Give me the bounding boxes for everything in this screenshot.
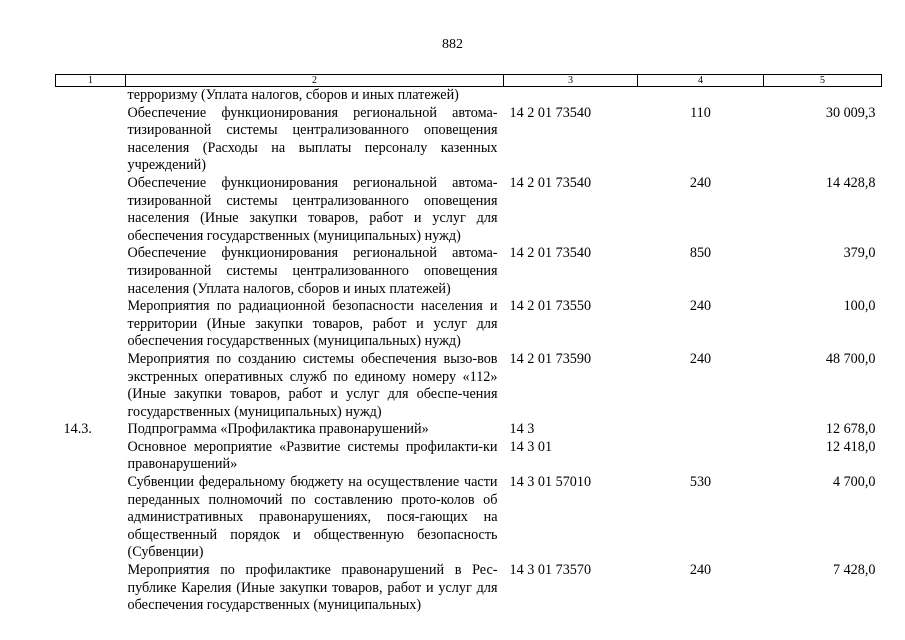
table-row [56, 298, 882, 351]
header-row [56, 75, 882, 87]
item-name: Обеспечение функционирования региональной автома-тизированной системы централизованного оповещения населения (Расходы на выплаты персоналу казенных учреждений) [127, 104, 498, 174]
item-name: терроризму (Уплата налогов, сборов и иных платежей) [127, 87, 459, 103]
table-row [56, 351, 882, 421]
row-number: 14.3. [63, 421, 92, 438]
expense-type: 530 [689, 474, 712, 491]
expense-type [638, 439, 764, 474]
amount: 7 428,0 [832, 562, 876, 579]
expense-type: 850 [689, 245, 712, 262]
column-header-4: 4 [638, 75, 764, 87]
target-code: 14 3 [509, 421, 535, 438]
table-row [56, 175, 882, 245]
table-body [56, 87, 882, 615]
target-code: 14 2 01 73540 [509, 104, 592, 121]
table-row [56, 245, 882, 298]
column-header-3: 3 [504, 75, 638, 87]
table-row [56, 562, 882, 615]
row-number [56, 474, 126, 562]
row-number [56, 245, 126, 298]
item-name: Обеспечение функционирования региональной автома-тизированной системы централизованного оповещения населения (Иные закупки товаров, работ и услуг для обеспечения государственных (муниципальных) нужд) [127, 174, 498, 244]
table-row [56, 474, 882, 562]
table-row [56, 87, 882, 105]
target-code: 14 2 01 73540 [509, 174, 592, 191]
amount: 48 700,0 [825, 350, 876, 367]
column-header-5: 5 [764, 75, 882, 87]
item-name: Мероприятия по созданию системы обеспечения вызо-вов экстренных оперативных служб по единому номеру «112» (Иные закупки товаров, работ и услуг для обеспе-чения государственных (муниципальных) нужд) [127, 350, 498, 420]
target-code: 14 2 01 73590 [509, 350, 592, 367]
amount: 100,0 [843, 298, 876, 315]
column-header-2: 2 [126, 75, 504, 87]
row-number [56, 87, 126, 105]
row-number [56, 351, 126, 421]
expense-type: 240 [689, 298, 712, 315]
item-name: Мероприятия по профилактике правонарушений в Рес-публике Карелия (Иные закупки товаров, работ и услуг для обеспечения государственных (муниципальных) [127, 562, 498, 614]
row-number [56, 175, 126, 245]
expense-type: 110 [690, 104, 711, 121]
item-name: Подпрограмма «Профилактика правонарушений» [127, 421, 429, 438]
table-row [56, 439, 882, 474]
target-code [504, 87, 638, 105]
target-code: 14 3 01 [509, 438, 553, 455]
item-name: Субвенции федеральному бюджету на осуществление части переданных полномочий по составлению прото-колов об административных правонарушениях, пося-гающих на общественный порядок и общественную безопасность (Субвенции) [127, 474, 498, 561]
budget-table [55, 74, 882, 615]
table-row [56, 421, 882, 439]
amount: 30 009,3 [825, 104, 876, 121]
row-number [56, 105, 126, 175]
amount: 14 428,8 [825, 174, 876, 191]
column-header-1: 1 [56, 75, 126, 87]
expense-type: 240 [689, 174, 712, 191]
amount: 379,0 [843, 245, 876, 262]
item-name: Обеспечение функционирования региональной автома-тизированной системы централизованного оповещения населения (Уплата налогов, сборов и иных платежей) [127, 245, 498, 297]
expense-type: 240 [689, 350, 712, 367]
target-code: 14 3 01 73570 [509, 562, 592, 579]
target-code: 14 2 01 73540 [509, 245, 592, 262]
expense-type [638, 421, 764, 439]
expense-type [638, 87, 764, 105]
target-code: 14 3 01 57010 [509, 474, 592, 491]
row-number [56, 298, 126, 351]
table-row [56, 105, 882, 175]
item-name: Мероприятия по радиационной безопасности населения и территории (Иные закупки товаров, работ и услуг для обеспечения государственных (муниципальных) нужд) [127, 298, 498, 350]
amount: 4 700,0 [832, 474, 876, 491]
target-code: 14 2 01 73550 [509, 298, 592, 315]
amount: 12 678,0 [825, 421, 876, 438]
page-number: 882 [442, 37, 463, 52]
row-number [56, 562, 126, 615]
table-header [56, 75, 882, 87]
item-name: Основное мероприятие «Развитие системы профилакти-ки правонарушений» [127, 438, 498, 473]
amount: 12 418,0 [825, 438, 876, 455]
expense-type: 240 [689, 562, 712, 579]
row-number [56, 439, 126, 474]
amount [764, 87, 882, 105]
